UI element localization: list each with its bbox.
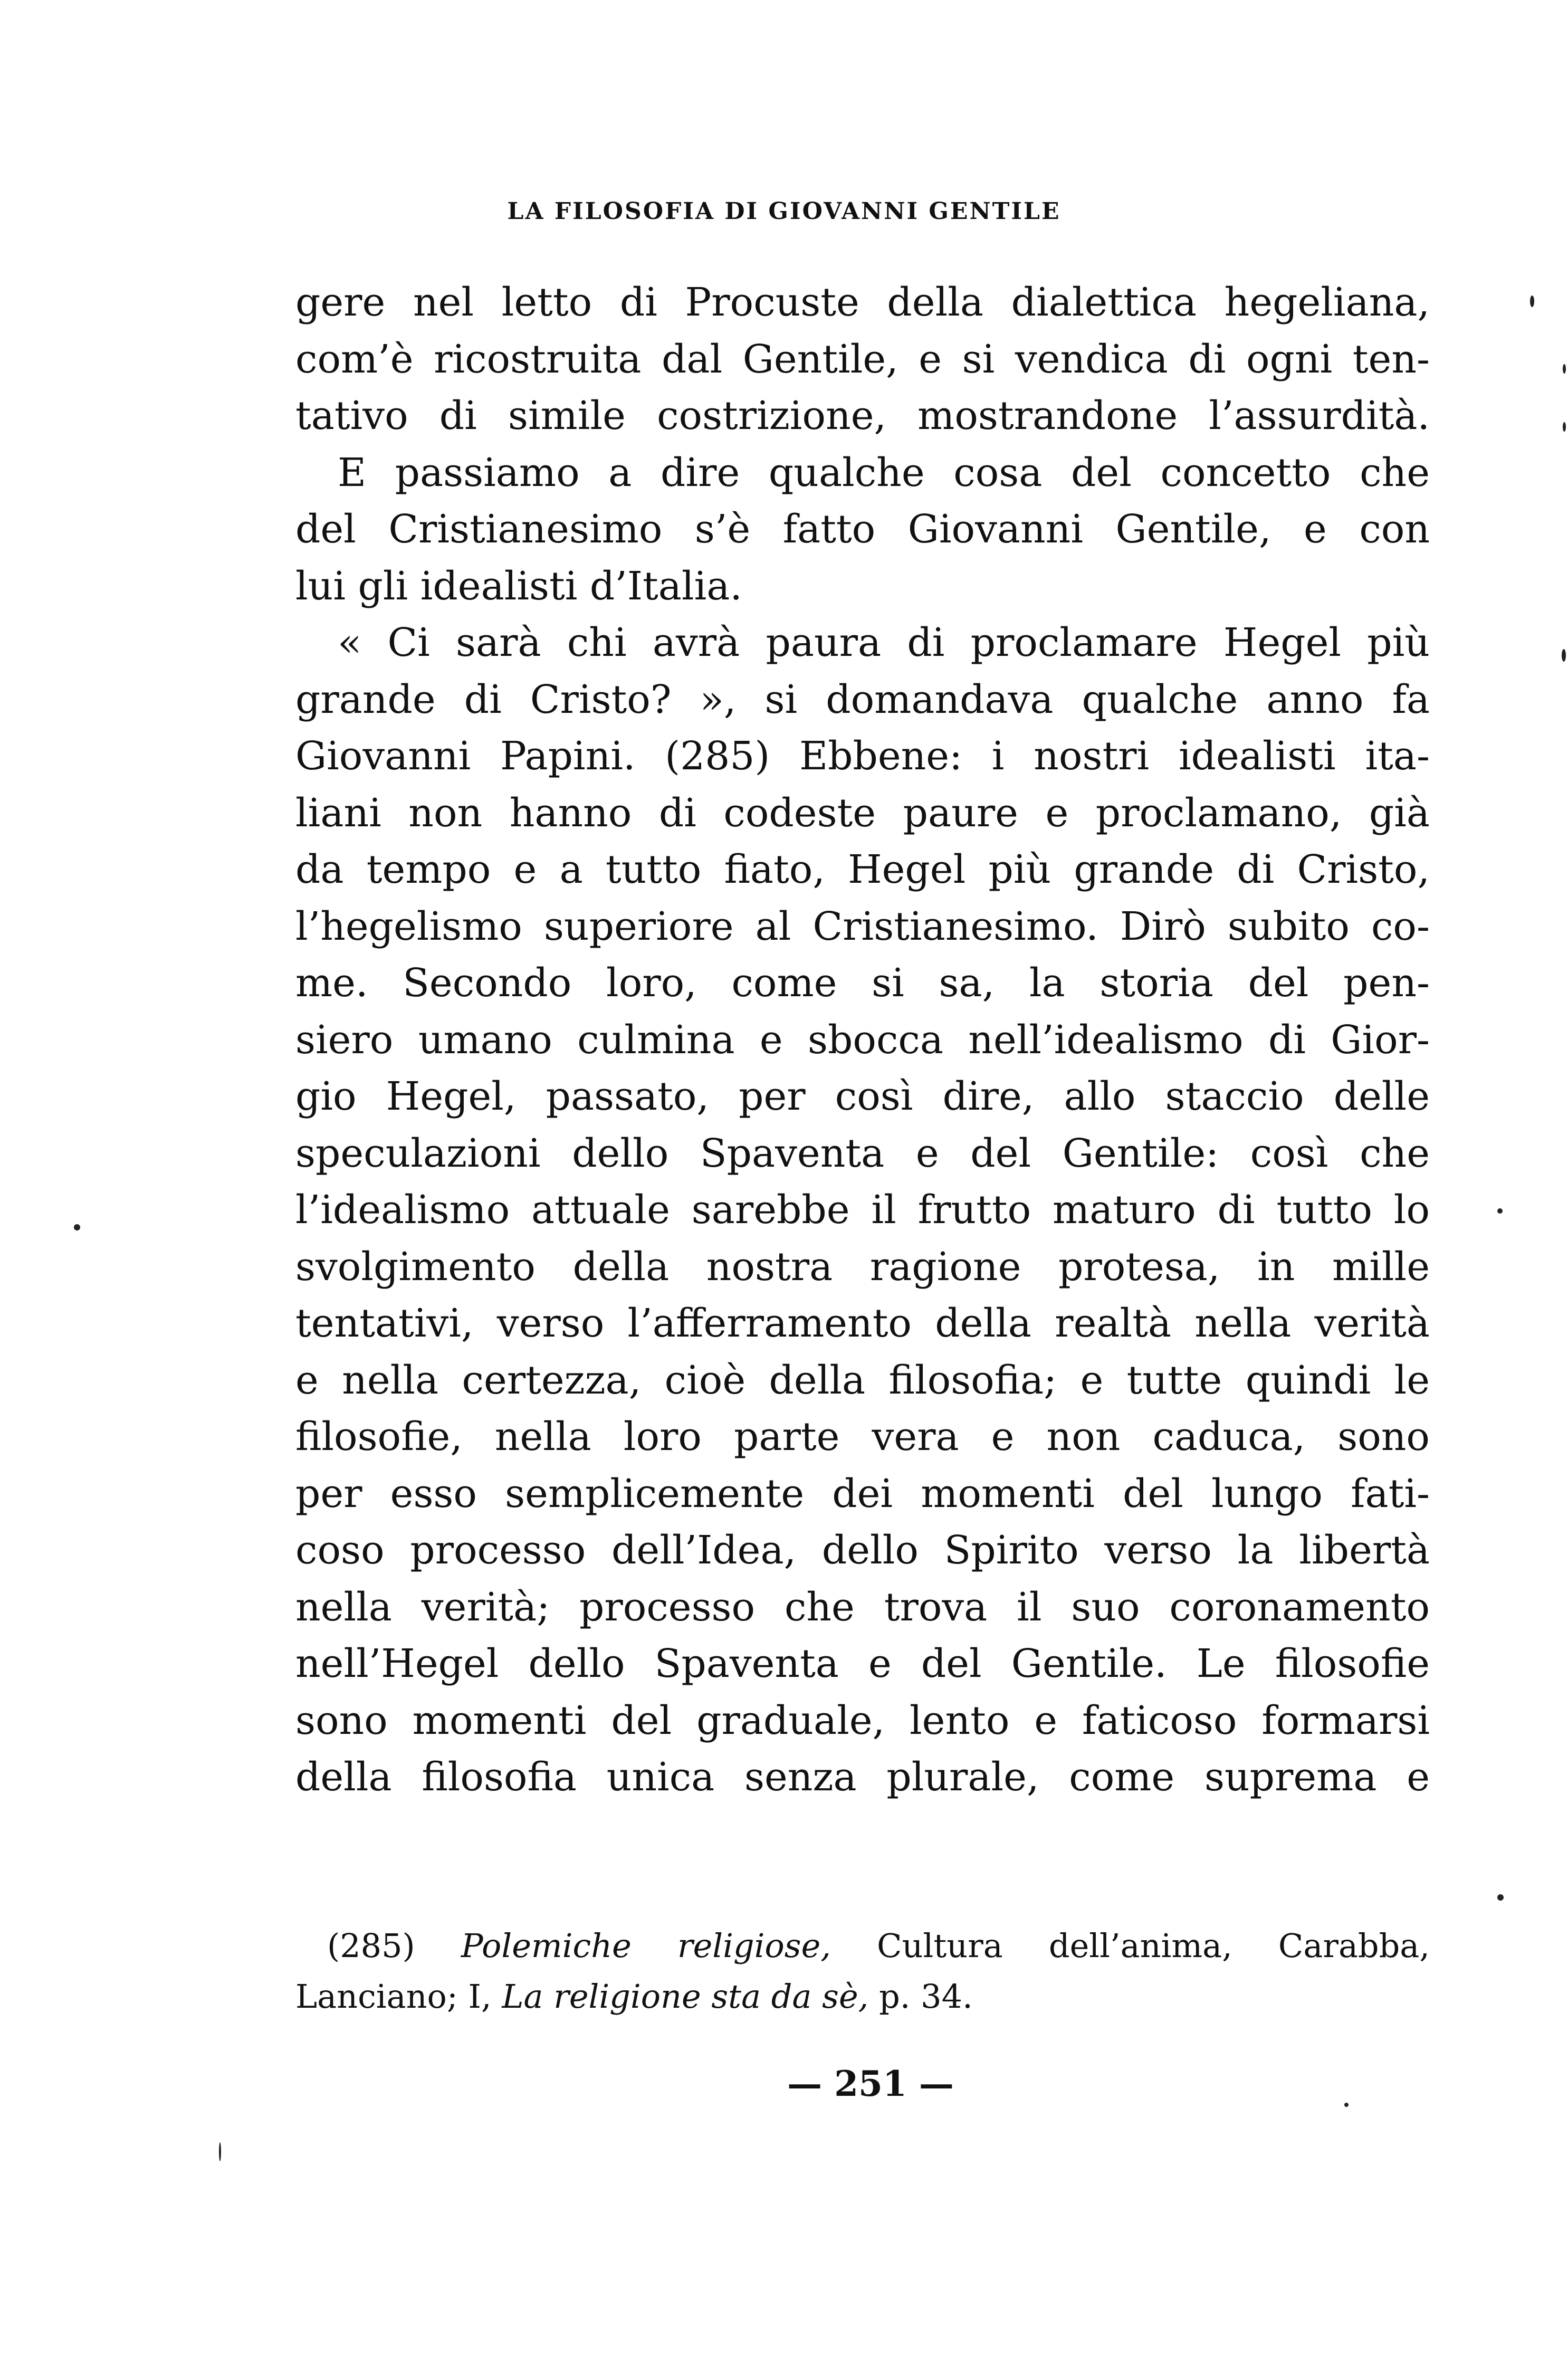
text-line: da tempo e a tutto fiato, Hegel più grande di Cristo, xyxy=(295,847,1430,892)
text-line: E passiamo a dire qualche cosa del concetto che xyxy=(338,450,1430,495)
text-line: coso processo dell’Idea, dello Spirito verso la libertà xyxy=(295,1528,1430,1573)
scan-speck xyxy=(1497,1894,1504,1901)
text-line: della filosofia unica senza plurale, come suprema e xyxy=(295,1754,1430,1800)
scan-speck xyxy=(1497,1208,1503,1214)
scan-speck xyxy=(74,1224,80,1230)
text-line: per esso semplicemente dei momenti del lungo fati- xyxy=(295,1471,1430,1516)
text-line: grande di Cristo? », si domandava qualche anno fa xyxy=(295,676,1430,722)
text-line: tativo di simile costrizione, mostrandone l’assurdità. xyxy=(295,393,1430,438)
footnote-text: p. 34. xyxy=(868,1977,973,2016)
text-line: e nella certezza, cioè della filosofia; e tutte quindi le xyxy=(295,1357,1430,1403)
footnote-text: Lanciano; I, xyxy=(295,1977,502,2016)
text-line: gere nel letto di Procuste della dialettica hegeliana, xyxy=(295,280,1430,325)
scan-speck xyxy=(1563,364,1566,374)
text-line: sono momenti del graduale, lento e faticoso formarsi xyxy=(295,1697,1430,1743)
scan-speck xyxy=(1344,2103,1349,2107)
text-line: nell’Hegel dello Spaventa e del Gentile. Le filosofie xyxy=(295,1641,1430,1686)
text-line: Giovanni Papini. (285) Ebbene: i nostri idealisti ita- xyxy=(295,733,1430,779)
text-line: filosofie, nella loro parte vera e non caduca, sono xyxy=(295,1414,1430,1459)
text-line: com’è ricostruita dal Gentile, e si vendica di ogni ten- xyxy=(295,336,1430,382)
footnote-line xyxy=(327,1921,1430,1971)
text-line: l’idealismo attuale sarebbe il frutto maturo di tutto lo xyxy=(295,1187,1430,1233)
text-line: tentativi, verso l’afferramento della realtà nella verità xyxy=(295,1301,1430,1346)
footnote-title: La religione sta da sè, xyxy=(502,1977,869,2016)
page-number: — 251 — xyxy=(787,2063,954,2104)
text-line: svolgimento della nostra ragione protesa, in mille xyxy=(295,1244,1430,1290)
text-line: l’hegelismo superiore al Cristianesimo. Dirò subito co- xyxy=(295,903,1430,949)
text-line: gio Hegel, passato, per così dire, allo staccio delle xyxy=(295,1074,1430,1119)
footnote xyxy=(295,1921,1430,2022)
text-line: lui gli idealisti d’Italia. xyxy=(295,563,742,609)
body-text xyxy=(295,274,1430,1806)
text-line: del Cristianesimo s’è fatto Giovanni Gentile, e con xyxy=(295,507,1430,552)
text-line: nella verità; processo che trova il suo coronamento xyxy=(295,1584,1430,1630)
scan-speck xyxy=(1530,295,1534,307)
running-head: LA FILOSOFIA DI GIOVANNI GENTILE xyxy=(507,198,1061,225)
footnote-text: Cultura dell’anima, Carabba, xyxy=(831,1926,1430,1965)
text-line: me. Secondo loro, come si sa, la storia del pen- xyxy=(295,960,1430,1006)
text-line: liani non hanno di codeste paure e proclamano, già xyxy=(295,790,1430,836)
scan-speck xyxy=(1563,422,1566,432)
text-line: siero umano culmina e sbocca nell’idealismo di Gior- xyxy=(295,1017,1430,1063)
text-line: « Ci sarà chi avrà paura di proclamare Hegel più xyxy=(338,620,1430,665)
footnote-line xyxy=(295,1971,1430,2022)
footnote-text: (285) xyxy=(327,1926,461,1965)
scan-speck xyxy=(219,2142,221,2161)
scan-speck xyxy=(1562,649,1566,662)
text-line: speculazioni dello Spaventa e del Gentile: così che xyxy=(295,1130,1430,1176)
footnote-title: Polemiche religiose, xyxy=(461,1926,831,1965)
